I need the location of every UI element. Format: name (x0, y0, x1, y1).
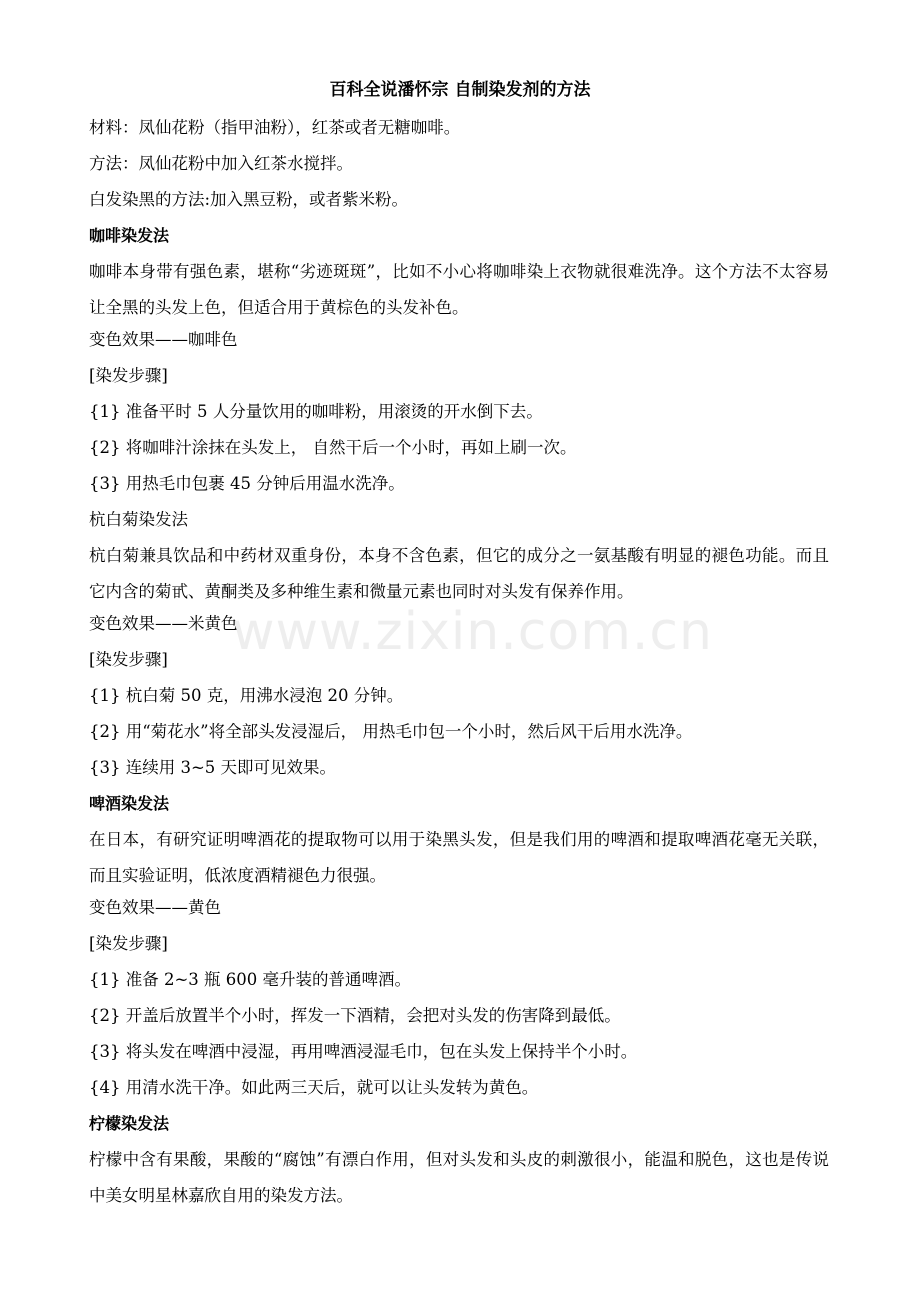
body-paragraph: 柠檬中含有果酸，果酸的“腐蚀”有漂白作用，但对头发和头皮的刺激很小，能温和脱色，这也是传说中美女明星林嘉欣自用的染发方法。 (89, 1150, 829, 1205)
body-line: {3} 连续用 3~5 天即可见效果。 (89, 758, 337, 777)
body-line: [染发步骤] (89, 934, 168, 953)
body-line: 变色效果——米黄色 (89, 614, 238, 633)
body-line: {1} 准备 2~3 瓶 600 毫升装的普通啤酒。 (89, 970, 412, 989)
body-line: {1} 杭白菊 50 克，用沸水浸泡 20 分钟。 (89, 686, 404, 705)
body-line: 杭白菊染发法 (89, 510, 188, 529)
body-line: {4} 用清水洗干净。如此两三天后，就可以让头发转为黄色。 (89, 1078, 539, 1097)
watermark: www.zixin.com.cn (232, 602, 713, 662)
body-line: 白发染黑的方法:加入黑豆粉，或者紫米粉。 (89, 190, 409, 209)
body-line: 变色效果——咖啡色 (89, 330, 238, 349)
document-body (89, 114, 829, 1214)
body-paragraph: 在日本，有研究证明啤酒花的提取物可以用于染黑头发，但是我们用的啤酒和提取啤酒花毫无关联，而且实验证明，低浓度酒精褪色力很强。 (89, 830, 829, 885)
body-line: {2} 用“菊花水”将全部头发浸湿后， 用热毛巾包一个小时，然后风干后用水洗净。 (89, 722, 693, 741)
body-line: 变色效果——黄色 (89, 898, 221, 917)
body-line: 材料：凤仙花粉（指甲油粉），红茶或者无糖咖啡。 (89, 118, 461, 137)
section-heading: 柠檬染发法 (89, 1114, 170, 1133)
body-line: {2} 开盖后放置半个小时，挥发一下酒精，会把对头发的伤害降到最低。 (89, 1006, 621, 1025)
body-paragraph: 杭白菊兼具饮品和中药材双重身份，本身不含色素，但它的成分之一氨基酸有明显的褪色功能。而且它内含的菊甙、黄酮类及多种维生素和微量元素也同时对头发有保养作用。 (89, 546, 829, 601)
body-line: 方法：凤仙花粉中加入红茶水搅拌。 (89, 154, 353, 173)
section-heading: 啤酒染发法 (89, 794, 170, 813)
body-line: [染发步骤] (89, 650, 168, 669)
body-paragraph: 咖啡本身带有强色素，堪称“劣迹斑斑”，比如不小心将咖啡染上衣物就很难洗净。这个方法不太容易让全黑的头发上色，但适合用于黄棕色的头发补色。 (89, 262, 829, 317)
body-line: {3} 将头发在啤酒中浸湿，再用啤酒浸湿毛巾，包在头发上保持半个小时。 (89, 1042, 638, 1061)
body-line: [染发步骤] (89, 366, 168, 385)
body-line: {1} 准备平时 5 人分量饮用的咖啡粉，用滚烫的开水倒下去。 (89, 402, 543, 421)
section-heading: 咖啡染发法 (89, 226, 170, 245)
document-title: 百科全说潘怀宗 自制染发剂的方法 (329, 80, 591, 100)
body-line: {2} 将咖啡汁涂抹在头发上， 自然干后一个小时，再如上刷一次。 (89, 438, 577, 457)
body-line: {3} 用热毛巾包裹 45 分钟后用温水洗净。 (89, 474, 405, 493)
